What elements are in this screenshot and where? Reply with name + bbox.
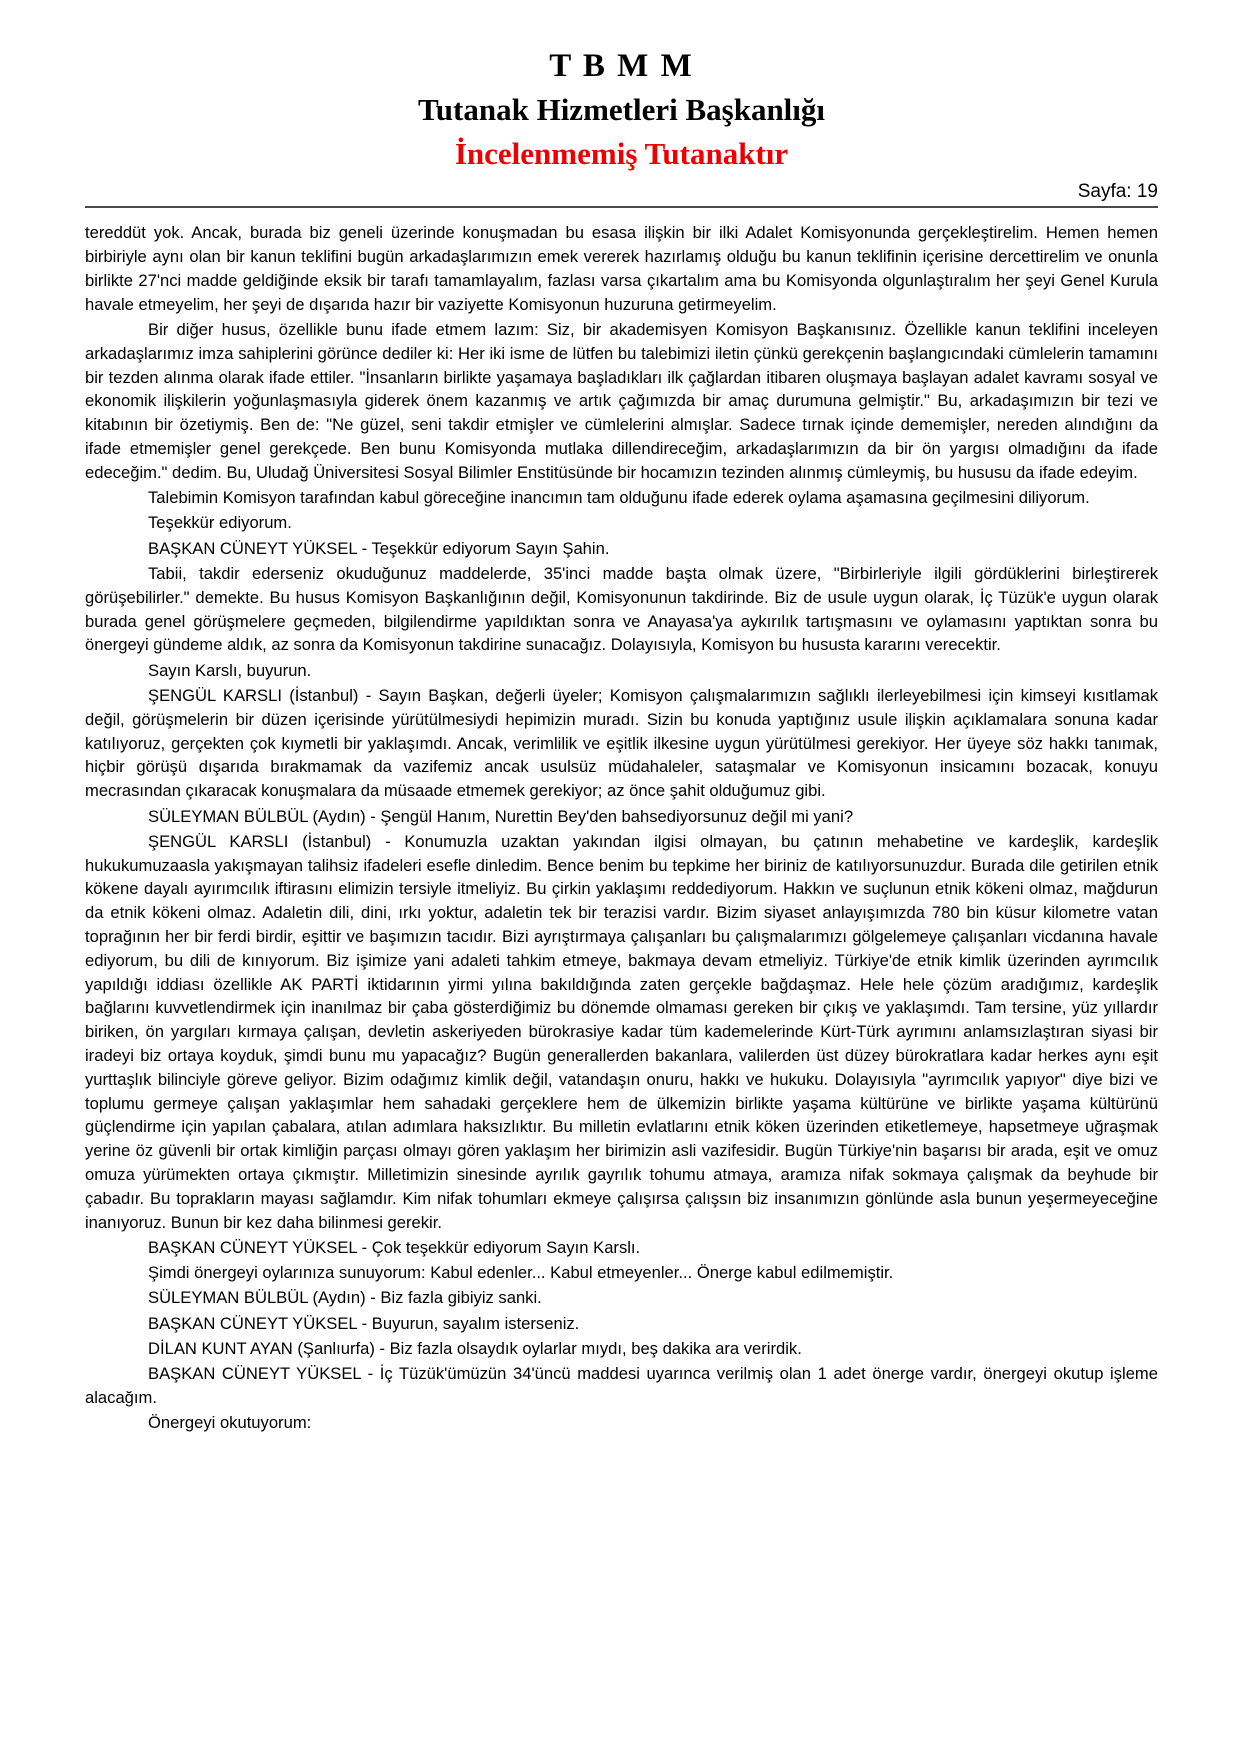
org-title: T B M M — [549, 48, 694, 84]
paragraph-continuation: tereddüt yok. Ancak, burada biz geneli üzerinde konuşmadan bu esasa ilişkin bir ilki Adalet Komisyonunda gerçekleştirelim. Hemen hemen birbiriyle aynı olan bir kanun teklifini bugün arkadaşlarımızın emek vererek hazırlamış olduğu bu kanun teklifinin içerisine dercettirelim ve onunla birlikte 27'nci madde geldiğinde eksik bir tarafı tamamlayalım, fazlası varsa çıkartalım ama bu Komisyonda olgunlaştıralım her şeyi Genel Kurula havale etmeyelim, her şeyi de dışarıda hazır bir vaziyette Komisyonun huzuruna getirmeyelim. — [85, 223, 1158, 314]
speaker-paragraph: ŞENGÜL KARSLI (İstanbul) - Sayın Başkan, değerli üyeler; Komisyon çalışmalarımızın sağlıklı ilerleyebilmesi için kimseyi kısıtlamak değil, görüşmelerin bir düzen içerisinde yürütülmesiydi hepimizin muradı. Sizin bu konuda yaptığınız usule ilişkin açıklamalara sonuna kadar katılıyoruz, gerçekten çok kıymetli bir yaklaşımdı. Ancak, verimlilik ve eşitlik ilkesine uygun yürütülmesi gerekiyor. Her üyeye söz hakkı tanımak, hiçbir görüşü dışarıda bırakmamak da vazifemiz ancak usulsüz müdahaleler, sataşmalar ve Komisyonun insicamını bozacak, konuyu mecrasından çıkaracak konuşmalara da müsaade etmemek gerekiyor; az önce şahit olduğumuz gibi. — [85, 686, 1158, 801]
paragraph: Teşekkür ediyorum. — [148, 513, 292, 533]
speaker-paragraph: BAŞKAN CÜNEYT YÜKSEL - Buyurun, sayalım isterseniz. — [148, 1313, 580, 1333]
paragraph: Önergeyi okutuyorum: — [148, 1413, 312, 1433]
status-title: İncelenmemiş Tutanaktır — [454, 135, 789, 171]
speaker-paragraph: BAŞKAN CÜNEYT YÜKSEL - Çok teşekkür ediyorum Sayın Karslı. — [148, 1237, 641, 1257]
speaker-paragraph: BAŞKAN CÜNEYT YÜKSEL - Teşekkür ediyorum Sayın Şahin. — [148, 538, 610, 558]
paragraph: Tabii, takdir ederseniz okuduğunuz maddelerde, 35'inci madde başta olmak üzere, "Birbirleriyle ilgili gördüklerini birleştirerek görüşebilirler." demekte. Bu husus Komisyon Başkanlığının değil, Komisyonunun takdirinde. Biz de usule uygun olarak, İç Tüzük'e uygun olarak burada genel görüşmelere geçmeden, bilgilendirme yapıldıktan sonra ve Anayasa'ya aykırılık tartışmasını ve oylamasını yaptıktan sonra bu önergeyi gündeme aldık, az sonra da Komisyonun takdirine sunacağız. Dolayısıyla, Komisyon bu hususta kararını verecektir. — [85, 564, 1158, 655]
speaker-paragraph: SÜLEYMAN BÜLBÜL (Aydın) - Şengül Hanım, Nurettin Bey'den bahsediyorsunuz değil mi yani? — [148, 806, 854, 826]
page-number: Sayfa: 19 — [1077, 180, 1158, 202]
speaker-paragraph: BAŞKAN CÜNEYT YÜKSEL - İç Tüzük'ümüzün 34'üncü maddesi uyarınca verilmiş olan 1 adet önerge vardır, önergeyi okutup işleme alacağım. — [85, 1364, 1158, 1408]
header-divider — [85, 206, 1158, 208]
speaker-paragraph: ŞENGÜL KARSLI (İstanbul) - Konumuzla uzaktan yakından ilgisi olmayan, bu çatının mehabetine ve kardeşlik, kardeşlik hukukumuzaasla yakışmayan talihsiz ifadeleri esefle dinledim. Bence benim bu tepkime her biriniz de katılıyorsunuzdur. Burada dile getirilen etnik kökene dayalı ayırımcılık iftirasını elimizin tersiyle itmeliyiz. Bu çirkin yaklaşımı reddediyorum. Hakkın ve suçlunun etnik kökeni olmaz, mağdurun da etnik kökeni olmaz. Adaletin dili, dini, ırkı yoktur, adaletin tek bir terazisi vardır. Bizim siyaset anlayışımızda 780 bin küsur kilometre vatan toprağının her bir ferdi birdir, eşittir ve başımızın tacıdır. Bizi ayrıştırmaya çalışanları bu çalışmalarımızı gölgelemeye çalışanları vicdanına havale ediyorum, bu dili de kınıyorum. Biz işimize yani adaleti tahkim etmeye, bakmaya devam etmeliyiz. Türkiye'de etnik kimlik üzerinden ayrımcılık yapıldığı iddiası özellikle AK PARTİ iktidarının yirmi yılına bakıldığında zaten gerçekle bağdaşmaz. Hele hele çözüm aradığımız, kardeşlik bağlarını kuvvetlendirmek için inanılmaz bir çaba gösterdiğimiz bu dönemde olmaması gereken bir çıkış ve yaklaşımdı. Tam tersine, yüz yıllardır biriken, ön yargıları kırmaya çalışan, devletin askeriyeden bürokrasiye kadar tüm kademelerinde Kürt-Türk ayrımını anlamsızlaştıran siyasi bir iradeyi biz ortaya koyduk, şimdi bunu mu yapacağız? Bugün generallerden bakanlara, valilerden üst düzey bürokratlara kadar herkes aynı eşit yurttaşlık bilinciyle göreve geliyor. Bizim odağımız kimlik değil, vatandaşın onuru, hakkı ve hukuku. Dolayısıyla "ayrımcılık yapıyor" diye bizi ve toplumu germeye çalışan yaklaşımlar hem sahadaki gerçeklere hem de ülkemizin birlikte yaşama kültürüne ve birlikte yaşama kültürünü güçlendirme için yapılan çabalara, atılan adımlara haksızlıktır. Bu milletin evlatlarını etnik köken üzerinden etiketlemeye, hapsetmeye uğraşmak yerine öz güvenli bir ortak kimliğin parçası olmayı gören yaklaşım her birimizin asli vazifesidir. Bugün Türkiye'nin başarısı bir arada, eşit ve omuz omuza yürümekten ortaya çıkmıştır. Milletimizin sinesinde ayrılık gayrılık tohumu atmaya, aramıza nifak sokmaya çalışmak da beyhude bir çabadır. Bu toprakların mayası sağlamdır. Kim nifak tohumları ekmeye çalışırsa çalışsın biz insanımızın gönlünde asla bunun yeşermeyeceğine inanıyoruz. Bunun bir kez daha bilinmesi gerekir. — [85, 831, 1158, 1232]
paragraph: Talebimin Komisyon tarafından kabul göreceğine inancımın tam olduğunu ifade ederek oylama aşamasına geçilmesini diliyorum. — [148, 488, 1090, 508]
paragraph: Şimdi önergeyi oylarınıza sunuyorum: Kabul edenler... Kabul etmeyenler... Önerge kabul edilmemiştir. — [148, 1263, 894, 1283]
speaker-paragraph: SÜLEYMAN BÜLBÜL (Aydın) - Biz fazla gibiyiz sanki. — [148, 1288, 542, 1308]
transcript-body — [85, 221, 1158, 1435]
document-header — [85, 48, 1158, 172]
paragraph: Bir diğer husus, özellikle bunu ifade etmem lazım: Siz, bir akademisyen Komisyon Başkanısınız. Özellikle kanun teklifini inceleyen arkadaşlarımız imza sahiplerini görünce dediler ki: Her iki isme de lütfen bu talebimizi iletin çünkü gerekçenin başlangıcındaki cümlelerin tamamını bir tezden alınma olarak ifade ettiler. "İnsanların birlikte yaşamaya başladıkları ilk çağlardan itibaren oluşmaya başlayan adalet kavramı sosyal ve ekonomik ilişkilerin yoğunlaşmasıyla giderek önem kazanmış ve artık çağımızda bir amaç durumuna gelmiştir." Bu, arkadaşımızın bir tezi ve kitabının bir özetiymiş. Ben de: "Ne güzel, seni takdir etmişler ve cümlelerini almışlar. Sadece tırnak içinde dememişler, nereden alındığını da ifade etmemişler genel gerekçede. Ben bunu Komisyonda mutlaka dillendireceğim, arkadaşlarımızın da bir ön yargısı olmadığını da ifade edeceğim." dedim. Bu, Uludağ Üniversitesi Sosyal Bilimler Enstitüsünde bir hocamızın tezinden alınmış cümleymiş, bu hususu da ifade edeyim. — [85, 320, 1158, 482]
paragraph: Sayın Karslı, buyurun. — [148, 660, 312, 680]
department-title: Tutanak Hizmetleri Başkanlığı — [417, 92, 826, 128]
speaker-paragraph: DİLAN KUNT AYAN (Şanlıurfa) - Biz fazla olsaydık oylarlar mıydı, beş dakika ara verirdik. — [148, 1339, 802, 1359]
